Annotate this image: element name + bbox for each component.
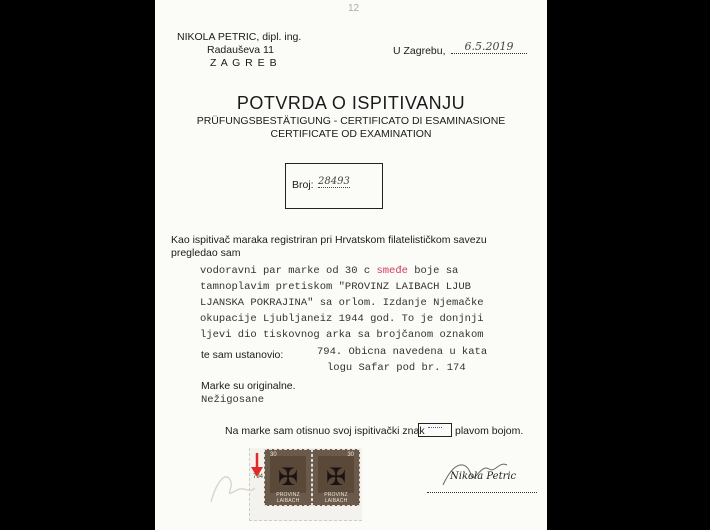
stamp-left (264, 449, 312, 506)
color-word: smeđe (376, 265, 408, 277)
eagle-overprint-icon: ✠ (325, 463, 347, 491)
eagle-overprint-icon: ✠ (277, 463, 299, 491)
typed-line-4: okupacije Ljubljaneiz 1944 god. To je donjnji (200, 313, 484, 325)
seal-statement-end: plavom bojom. (455, 425, 524, 437)
certificate-page (155, 0, 547, 530)
stamp-right (312, 449, 360, 506)
place-label: U Zagrebu, (393, 45, 446, 57)
issuer-name: NIKOLA PETRIC, dipl. ing. (177, 31, 302, 43)
faint-signature-mark (203, 460, 263, 510)
seal-statement: Na marke sam otisnuo svoj ispitivački znak (225, 425, 425, 437)
ustanovio-label: te sam ustanovio: (201, 349, 284, 361)
title-main: POTVRDA O ISPITIVANJU (236, 93, 466, 113)
signature-name: Nikola Petric (450, 471, 517, 482)
typed-line-3: LJANSKA POKRAJINA" sa orlom. Izdanje Njemačke (200, 297, 484, 309)
issuer-street: Radauševa 11 (207, 44, 274, 56)
seal-mark-box (418, 423, 452, 437)
title-line-2: PRÜFUNGSBESTÄTIGUNG - CERTIFICATO DI ESAMINASIONE (196, 115, 506, 127)
typed-line-1 (200, 265, 458, 277)
blue-seal-mark (428, 427, 442, 430)
sheet-number: 794 (253, 474, 264, 480)
typed-line-6: 794. Obicna navedena u kata (317, 346, 488, 358)
stamp-left-overprint: PROVINZ LAIBACH (276, 492, 300, 504)
signature-line (427, 492, 537, 493)
typed-line-1b: boje sa (407, 265, 459, 277)
stamp-right-value: 30 (347, 452, 354, 458)
typed-line-5: ljevi dio tiskovnog arka sa brojčanom oznakom (200, 329, 484, 341)
typed-line-8: Nežigosane (201, 394, 265, 406)
intro-line-1: Kao ispitivač maraka registriran pri Hrvatskom filatelističkom savezu (171, 234, 487, 246)
date-field (451, 40, 527, 54)
title-line-3: CERTIFICATE OD EXAMINATION (270, 128, 432, 140)
number-value: 28493 (318, 176, 350, 187)
issuer-city: Z A G R E B (210, 57, 278, 69)
certificate-number-box (285, 163, 383, 209)
stamp-right-overprint: PROVINZ LAIBACH (324, 492, 348, 504)
original-statement: Marke su originalne. (201, 380, 296, 392)
typed-line-7: logu Safar pod br. 174 (327, 362, 466, 374)
pencil-note: 12 (348, 3, 360, 14)
typed-line-2: tamnoplavim pretiskom "PROVINZ LAIBACH LJUB (200, 281, 471, 293)
stamp-left-value: 30 (270, 452, 277, 458)
typed-line-1a: vodoravni par marke od 30 c (200, 265, 377, 277)
intro-line-2: pregledao sam (171, 247, 241, 259)
date-value: 6.5.2019 (464, 40, 514, 53)
number-label: Broj: (292, 179, 314, 191)
